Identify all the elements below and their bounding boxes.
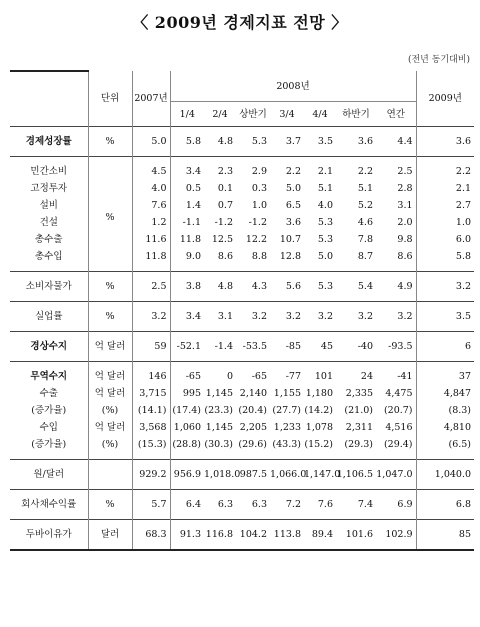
value-cell-h2: 7.4 [336, 490, 376, 520]
value-cell-y2007: 68.3 [132, 520, 170, 551]
unit-cell: % [88, 302, 132, 332]
value-cell-q3: 1,233 [273, 422, 301, 433]
value-cell-y2007: (14.1) [132, 402, 170, 419]
value-cell-y2009: 4,810 [416, 419, 474, 436]
value-cell-q3: 7.2 [270, 490, 304, 520]
value-cell-h2: (21.0) [344, 405, 373, 416]
corner-cell [10, 71, 88, 127]
row-label: (증가율) [31, 439, 67, 450]
value-cell-q4: 3.2 [304, 302, 336, 332]
table-row [10, 180, 474, 197]
unit-cell: 달러 [88, 520, 132, 551]
value-cell-q1: -65 [170, 362, 204, 386]
value-cell-y2009: 2.2 [416, 157, 474, 181]
value-cell-q1: 11.8 [170, 231, 204, 248]
value-cell-q2: 0.7 [217, 200, 233, 211]
value-cell-q3: (27.7) [272, 405, 301, 416]
value-cell-q4: (15.2) [304, 439, 333, 450]
value-cell-y2009: 5.8 [416, 248, 474, 272]
table-row [10, 272, 474, 302]
value-cell-h1: 4.3 [236, 272, 270, 302]
value-cell-annual: -93.5 [376, 332, 416, 362]
value-cell-h2: 2.2 [336, 157, 376, 181]
table-row [10, 248, 474, 272]
value-cell-q4: 5.3 [317, 234, 333, 245]
value-cell-y2007: 59 [132, 332, 170, 362]
value-cell-q1: 956.9 [170, 460, 204, 490]
value-cell-annual: 4.4 [376, 127, 416, 157]
value-cell-q4: 5.0 [317, 251, 333, 262]
unit-cell: % [88, 272, 132, 302]
value-cell-q4: 89.4 [304, 520, 336, 551]
unit-header: 단위 [88, 71, 132, 127]
value-cell-q1: (17.4) [170, 402, 204, 419]
value-cell-h1: -53.5 [236, 332, 270, 362]
row-label: 원/달러 [10, 460, 88, 490]
annual-header: 연간 [386, 108, 405, 120]
value-cell-y2007: 5.7 [132, 490, 170, 520]
table-row [10, 385, 474, 402]
value-cell-h1: 0.3 [251, 183, 267, 194]
value-cell-y2007: 146 [132, 362, 170, 386]
value-cell-annual: 4,516 [385, 422, 413, 433]
row-label: 무역수지 [10, 362, 88, 386]
value-cell-h1: (29.6) [238, 439, 267, 450]
value-cell-q1: 1,060 [170, 419, 204, 436]
value-cell-q4: 5.3 [304, 272, 336, 302]
value-cell-q1: (28.8) [170, 436, 204, 460]
value-cell-annual: 4.9 [376, 272, 416, 302]
value-cell-q4: 7.6 [304, 490, 336, 520]
row-label: 두바이유가 [10, 520, 88, 551]
year-2008-header: 2008년 [170, 71, 416, 102]
value-cell-y2009: 4,847 [416, 385, 474, 402]
value-cell-q3: 3.2 [270, 302, 304, 332]
value-cell-annual: 4,475 [385, 388, 413, 399]
value-cell-q2: 12.5 [211, 234, 233, 245]
value-cell-h2: 2,311 [345, 422, 373, 433]
value-cell-q2: (23.3) [204, 405, 233, 416]
value-cell-h2: 101.6 [336, 520, 376, 551]
value-cell-y2007: 2.5 [132, 272, 170, 302]
value-cell-q4: 5.1 [317, 183, 333, 194]
value-cell-h2: 24 [336, 362, 376, 386]
value-cell-h2: 5.2 [357, 200, 373, 211]
value-cell-q1: 5.8 [170, 127, 204, 157]
value-cell-y2007: 3.2 [132, 302, 170, 332]
value-cell-h2: 5.4 [336, 272, 376, 302]
value-cell-q4: 2.1 [304, 157, 336, 181]
row-label: 총수출 [34, 234, 63, 245]
value-cell-h2: -40 [336, 332, 376, 362]
table-row [10, 436, 474, 460]
value-cell-q4: 1,180 [305, 388, 333, 399]
value-cell-q1: 3.4 [170, 157, 204, 181]
value-cell-annual: 102.9 [376, 520, 416, 551]
value-cell-h1: 2,140 [239, 388, 267, 399]
row-label: 고정투자 [30, 183, 68, 194]
row-label: 수입 [39, 422, 58, 433]
table-row [10, 362, 474, 386]
economic-indicators-table [10, 70, 474, 551]
value-cell-h2: 5.1 [357, 183, 373, 194]
value-cell-h1: 3.2 [236, 302, 270, 332]
table-row [10, 490, 474, 520]
value-cell-y2009: (8.3) [416, 402, 474, 419]
value-cell-h1: -65 [236, 362, 270, 386]
q1-header: 1/4 [170, 102, 204, 127]
value-cell-q1: 3.4 [170, 302, 204, 332]
value-cell-q4: 5.3 [317, 217, 333, 228]
value-cell-h2: (29.3) [344, 439, 373, 450]
value-cell-q2: 0 [204, 362, 236, 386]
q2-header: 2/4 [212, 108, 228, 120]
value-cell-y2007: 5.0 [132, 127, 170, 157]
value-cell-q3: 10.7 [279, 234, 301, 245]
unit-cell [88, 460, 132, 490]
value-cell-h1: 2,205 [239, 422, 267, 433]
value-cell-q3: 3.6 [285, 217, 301, 228]
value-cell-h1: 6.3 [236, 490, 270, 520]
value-cell-q4: 1,078 [305, 422, 333, 433]
value-cell-q1: 1.4 [170, 197, 204, 214]
value-cell-annual: 8.6 [397, 251, 413, 262]
value-cell-q3: (43.3) [272, 439, 301, 450]
value-cell-h1: 8.8 [251, 251, 267, 262]
unit-cell: 억 달러 [88, 362, 132, 386]
h2-header: 하반기 [342, 108, 370, 120]
value-cell-q1: 3.8 [170, 272, 204, 302]
value-cell-annual: 2.5 [376, 157, 416, 181]
unit-cell: % [88, 157, 132, 272]
value-cell-q4: 4.0 [317, 200, 333, 211]
value-cell-q3: -85 [270, 332, 304, 362]
value-cell-q4: 3.5 [304, 127, 336, 157]
value-cell-q2: 1,018.0 [204, 460, 236, 490]
unit-cell: % [88, 490, 132, 520]
table-row [10, 520, 474, 551]
value-cell-h2: 8.7 [357, 251, 373, 262]
table-row [10, 332, 474, 362]
value-cell-y2007: 11.8 [132, 248, 170, 272]
row-label: 소비자물가 [10, 272, 88, 302]
table-row [10, 127, 474, 157]
year-2009-header: 2009년 [416, 71, 474, 127]
value-cell-q3: 6.5 [285, 200, 301, 211]
value-cell-q2: (30.3) [204, 439, 233, 450]
value-cell-y2009: (6.5) [416, 436, 474, 460]
row-label: 민간소비 [10, 157, 88, 181]
value-cell-y2007: (15.3) [132, 436, 170, 460]
value-cell-y2009: 3.6 [416, 127, 474, 157]
value-cell-q2: 3.1 [204, 302, 236, 332]
table-row [10, 419, 474, 436]
value-cell-y2009: 1.0 [416, 214, 474, 231]
value-cell-q1: 995 [170, 385, 204, 402]
q4-header: 4/4 [312, 108, 328, 120]
value-cell-h1: 987.5 [236, 460, 270, 490]
value-cell-y2009: 1,040.0 [416, 460, 474, 490]
value-cell-annual: 9.8 [397, 234, 413, 245]
table-row [10, 231, 474, 248]
q3-header: 3/4 [279, 108, 295, 120]
value-cell-y2007: 7.6 [132, 197, 170, 214]
unit-cell: 억 달러 [88, 332, 132, 362]
unit-cell: % [88, 127, 132, 157]
value-cell-q1: -52.1 [170, 332, 204, 362]
value-cell-q3: 12.8 [279, 251, 301, 262]
value-cell-h2: 4.6 [357, 217, 373, 228]
h1-header: 상반기 [239, 108, 267, 120]
value-cell-h1: (20.4) [238, 405, 267, 416]
unit-cell: 억 달러 [88, 385, 132, 402]
value-cell-q3: -77 [270, 362, 304, 386]
value-cell-q2: 116.8 [204, 520, 236, 551]
value-cell-q2: -1.2 [214, 217, 233, 228]
basis-note: (전년 동기대비) [407, 55, 470, 65]
value-cell-q4: (14.2) [304, 405, 333, 416]
value-cell-y2009: 85 [416, 520, 474, 551]
value-cell-annual: (29.4) [383, 439, 413, 450]
value-cell-annual: 2.8 [397, 183, 413, 194]
value-cell-h2: 3.6 [336, 127, 376, 157]
value-cell-annual: 3.1 [397, 200, 413, 211]
value-cell-h1: 12.2 [245, 234, 267, 245]
value-cell-q3: 113.8 [270, 520, 304, 551]
value-cell-h1: -1.2 [248, 217, 267, 228]
value-cell-q2: 2.3 [204, 157, 236, 181]
value-cell-q1: 6.4 [170, 490, 204, 520]
value-cell-q2: 0.1 [217, 183, 233, 194]
table-row [10, 214, 474, 231]
value-cell-annual: 2.0 [397, 217, 413, 228]
value-cell-h1: 1.0 [251, 200, 267, 211]
value-cell-y2009: 6 [416, 332, 474, 362]
row-label: 건설 [39, 217, 58, 228]
value-cell-y2009: 3.5 [416, 302, 474, 332]
value-cell-h1: 104.2 [236, 520, 270, 551]
year-2007-header: 2007년 [132, 71, 170, 127]
value-cell-q1: 0.5 [170, 180, 204, 197]
table-row [10, 197, 474, 214]
value-cell-q1: -1.1 [170, 214, 204, 231]
value-cell-h2: 2,335 [345, 388, 373, 399]
page-title: 〈 2009년 경제지표 전망 〉 [132, 13, 348, 32]
value-cell-q3: 2.2 [270, 157, 304, 181]
value-cell-y2007: 3,568 [132, 419, 170, 436]
value-cell-q2: 4.8 [204, 127, 236, 157]
row-label: 실업률 [10, 302, 88, 332]
row-label: 총수입 [34, 251, 63, 262]
value-cell-q2: 4.8 [204, 272, 236, 302]
value-cell-y2007: 1.2 [132, 214, 170, 231]
value-cell-q3: 3.7 [270, 127, 304, 157]
table-row [10, 460, 474, 490]
value-cell-h2: 1,106.5 [336, 460, 376, 490]
value-cell-q2: 8.6 [217, 251, 233, 262]
row-label: 경상수지 [10, 332, 88, 362]
value-cell-annual: -41 [376, 362, 416, 386]
value-cell-q4: 1,147.0 [304, 460, 336, 490]
value-cell-q3: 5.6 [270, 272, 304, 302]
value-cell-h1: 5.3 [236, 127, 270, 157]
table-row [10, 157, 474, 181]
value-cell-h2: 3.2 [336, 302, 376, 332]
value-cell-y2007: 3,715 [132, 385, 170, 402]
value-cell-q4: 45 [304, 332, 336, 362]
value-cell-annual: (20.7) [383, 405, 413, 416]
row-label: 회사채수익률 [10, 490, 88, 520]
value-cell-h2: 7.8 [357, 234, 373, 245]
value-cell-y2007: 11.6 [132, 231, 170, 248]
value-cell-annual: 6.9 [376, 490, 416, 520]
value-cell-q1: 9.0 [170, 248, 204, 272]
value-cell-q4: 101 [304, 362, 336, 386]
value-cell-y2009: 6.8 [416, 490, 474, 520]
unit-cell: (%) [88, 402, 132, 419]
table-row [10, 402, 474, 419]
value-cell-annual: 3.2 [376, 302, 416, 332]
value-cell-y2007: 4.5 [132, 157, 170, 181]
value-cell-annual: 1,047.0 [376, 460, 416, 490]
value-cell-y2009: 2.7 [416, 197, 474, 214]
unit-cell: (%) [88, 436, 132, 460]
value-cell-q2: 1,145 [205, 422, 233, 433]
value-cell-y2009: 6.0 [416, 231, 474, 248]
value-cell-y2009: 3.2 [416, 272, 474, 302]
unit-cell: 억 달러 [88, 419, 132, 436]
table-row [10, 302, 474, 332]
value-cell-q1: 91.3 [170, 520, 204, 551]
value-cell-y2007: 4.0 [132, 180, 170, 197]
value-cell-q3: 5.0 [285, 183, 301, 194]
value-cell-y2009: 37 [416, 362, 474, 386]
row-label: 설비 [39, 200, 58, 211]
row-label: (증가율) [31, 405, 67, 416]
value-cell-q2: 1,145 [205, 388, 233, 399]
value-cell-q3: 1,155 [273, 388, 301, 399]
value-cell-y2007: 929.2 [132, 460, 170, 490]
value-cell-y2009: 2.1 [416, 180, 474, 197]
value-cell-q3: 1,066.0 [270, 460, 304, 490]
row-label: 수출 [39, 388, 58, 399]
value-cell-q2: -1.4 [204, 332, 236, 362]
row-label: 경제성장률 [10, 127, 88, 157]
value-cell-q2: 6.3 [204, 490, 236, 520]
value-cell-h1: 2.9 [236, 157, 270, 181]
